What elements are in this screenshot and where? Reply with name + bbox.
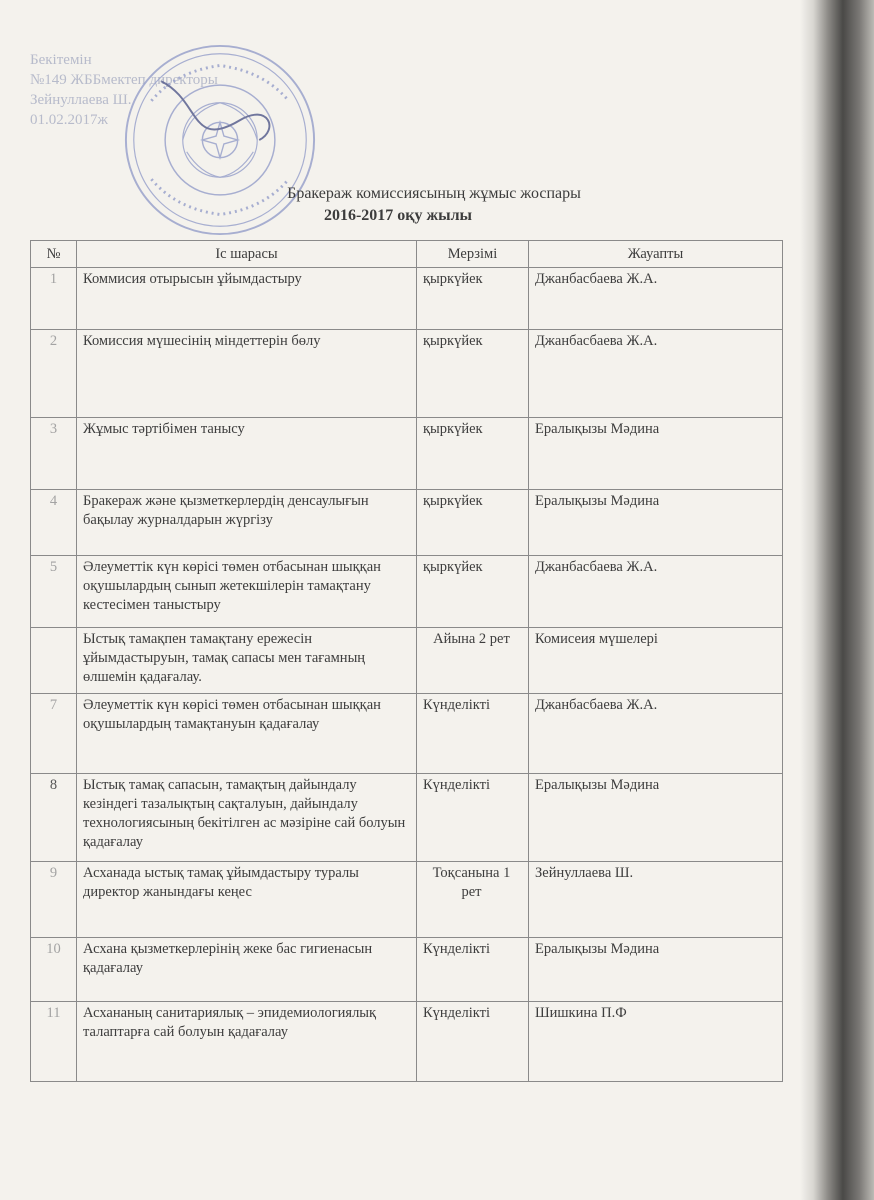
row-task: Ыстық тамақ сапасын, тамақтың дайындалу кезіндегі тазалықтың сақталуын, дайындалу технологиясының бекітілген ас мәзіріне сай болуын қадағалау [77,774,417,862]
row-date: қыркүйек [417,490,529,556]
row-number: 2 [31,330,77,418]
table-row [31,490,783,556]
row-date: Айына 2 рет [417,628,529,694]
row-number: 7 [31,694,77,774]
row-number: 5 [31,556,77,628]
row-responsible: Ералықызы Мәдина [529,490,783,556]
row-date: қыркүйек [417,268,529,330]
table-row [31,862,783,938]
row-date: Күнделікті [417,1002,529,1082]
row-responsible: Комисеия мүшелері [529,628,783,694]
row-number: 4 [31,490,77,556]
row-date: Күнделікті [417,774,529,862]
approval-line-2: №149 ЖББмектеп директоры [30,72,218,88]
row-date: қыркүйек [417,330,529,418]
row-responsible: Шишкина П.Ф [529,1002,783,1082]
row-date: Күнделікті [417,694,529,774]
header-number: № [31,241,77,268]
table-row [31,774,783,862]
table-row [31,938,783,1002]
row-responsible: Джанбасбаева Ж.А. [529,330,783,418]
table-row [31,1002,783,1082]
header-task: Іс шарасы [77,241,417,268]
table-row [31,418,783,490]
table-row [31,628,783,694]
row-responsible: Джанбасбаева Ж.А. [529,694,783,774]
row-task: Жұмыс тәртібімен танысу [77,418,417,490]
row-task: Асхана қызметкерлерінің жеке бас гигиенасын қадағалау [77,938,417,1002]
header-responsible: Жауапты [529,241,783,268]
row-number: 3 [31,418,77,490]
header-date: Мерзімі [417,241,529,268]
approval-line-3: Зейнуллаева Ш. [30,92,132,108]
table-header-row [31,241,783,268]
row-responsible: Ералықызы Мәдина [529,938,783,1002]
row-number: 10 [31,938,77,1002]
row-date: Тоқсанына 1 рет [417,862,529,938]
row-task: Әлеуметтік күн көрісі төмен отбасынан шыққан оқушылардың тамақтануын қадағалау [77,694,417,774]
table-row [31,268,783,330]
table-row [31,694,783,774]
row-number [31,628,77,694]
table-row [31,556,783,628]
table-row [31,330,783,418]
title-line-1: Бракераж комиссиясының жұмыс жоспары [287,185,581,202]
row-task: Коммисия отырысын ұйымдастыру [77,268,417,330]
document-title [180,183,660,227]
row-responsible: Джанбасбаева Ж.А. [529,268,783,330]
row-task: Асхананың санитариялық – эпидемиологиялық талаптарға сай болуын қадағалау [77,1002,417,1082]
row-task: Асханада ыстық тамақ ұйымдастыру туралы директор жанындағы кеңес [77,862,417,938]
row-number: 8 [31,774,77,862]
plan-table [30,240,783,1082]
row-task: Комиссия мүшесінің міндеттерін бөлу [77,330,417,418]
row-number: 11 [31,1002,77,1082]
row-task: Ыстық тамақпен тамақтану ережесін ұйымдастыруын, тамақ сапасы мен тағамның өлшемін қадағалау. [77,628,417,694]
scan-shadow-edge [800,0,874,1200]
row-responsible: Джанбасбаева Ж.А. [529,556,783,628]
approval-line-4: 01.02.2017ж [30,112,108,128]
row-responsible: Ералықызы Мәдина [529,774,783,862]
row-responsible: Зейнуллаева Ш. [529,862,783,938]
row-task: Бракераж және қызметкерлердің денсаулығын бақылау журналдарын жүргізу [77,490,417,556]
row-task: Әлеуметтік күн көрісі төмен отбасынан шыққан оқушылардың сынып жетекшілерін тамақтану кестесімен таныстыру [77,556,417,628]
row-responsible: Ералықызы Мәдина [529,418,783,490]
row-date: қыркүйек [417,556,529,628]
row-date: қыркүйек [417,418,529,490]
row-number: 9 [31,862,77,938]
row-date: Күнделікті [417,938,529,1002]
row-number: 1 [31,268,77,330]
title-line-2: 2016-2017 оқу жылы [323,207,473,224]
approval-line-1: Бекітемін [30,52,92,68]
